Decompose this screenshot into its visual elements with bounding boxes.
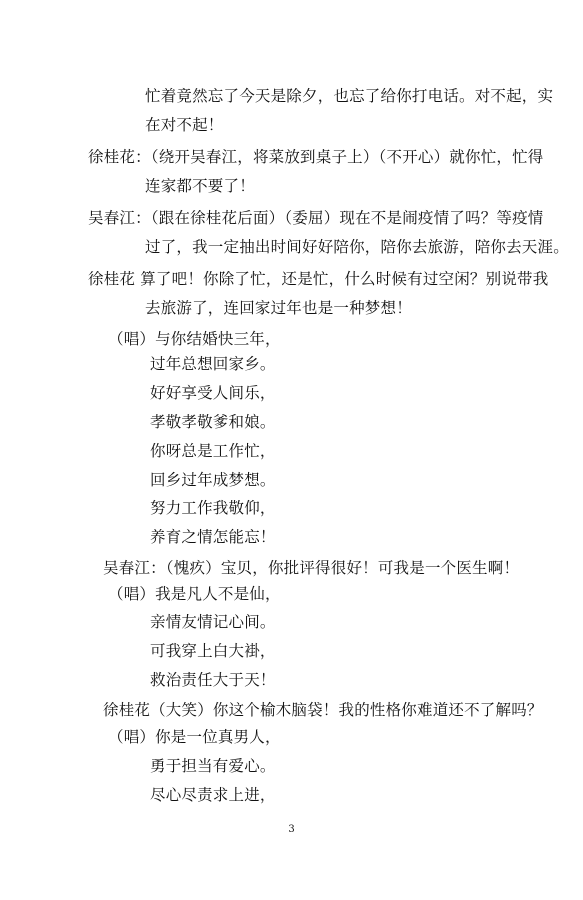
dialogue-line-wu-2: 吴春江：（愧疚）宝贝，你批评得很好！可我是一个医生啊！: [103, 559, 520, 577]
song-line-1: （唱）与你结婚快三年，: [108, 330, 281, 348]
song-line-3: 好好享受人间乐，: [150, 384, 276, 402]
song-line-14: 勇于担当有爱心。: [150, 757, 276, 775]
text-line-1: 忙着竟然忘了今天是除夕，也忘了给你打电话。对不起，实: [145, 87, 554, 105]
song-line-5: 你呀总是工作忙，: [150, 442, 276, 460]
text-line-6: 过了，我一定抽出时间好好陪你，陪你去旅游，陪你去天涯。: [145, 238, 569, 256]
song-line-11: 可我穿上白大褂，: [150, 642, 276, 660]
text-line-8: 去旅游了，连回家过年也是一种梦想！: [145, 299, 412, 317]
dialogue-line-xu-1: 徐桂花：（绕开吴春江，将菜放到桌子上）（不开心）就你忙，忙得: [88, 148, 544, 166]
song-line-7: 努力工作我敬仰，: [150, 499, 276, 517]
song-line-10: 亲情友情记心间。: [150, 613, 276, 631]
song-line-9: （唱）我是凡人不是仙，: [108, 585, 281, 603]
song-line-15: 尽心尽责求上进，: [150, 786, 276, 804]
song-line-6: 回乡过年成梦想。: [150, 471, 276, 489]
dialogue-line-xu-2: 徐桂花 算了吧！你除了忙，还是忙，什么时候有过空闲？别说带我: [88, 270, 549, 288]
text-line-2: 在对不起！: [145, 116, 224, 134]
dialogue-line-wu-1: 吴春江：（跟在徐桂花后面）（委屈）现在不是闹疫情了吗？等疫情: [88, 209, 544, 227]
page-number: 3: [288, 824, 295, 835]
text-line-4: 连家都不要了！: [145, 177, 255, 195]
song-line-4: 孝敬孝敬爹和娘。: [150, 413, 276, 431]
song-line-2: 过年总想回家乡。: [150, 355, 276, 373]
song-line-13: （唱）你是一位真男人，: [108, 728, 281, 746]
dialogue-line-xu-3: 徐桂花（大笑）你这个榆木脑袋！我的性格你难道还不了解吗？: [103, 701, 543, 719]
song-line-12: 救治责任大于天！: [150, 671, 276, 689]
song-line-8: 养育之情怎能忘！: [150, 528, 276, 546]
